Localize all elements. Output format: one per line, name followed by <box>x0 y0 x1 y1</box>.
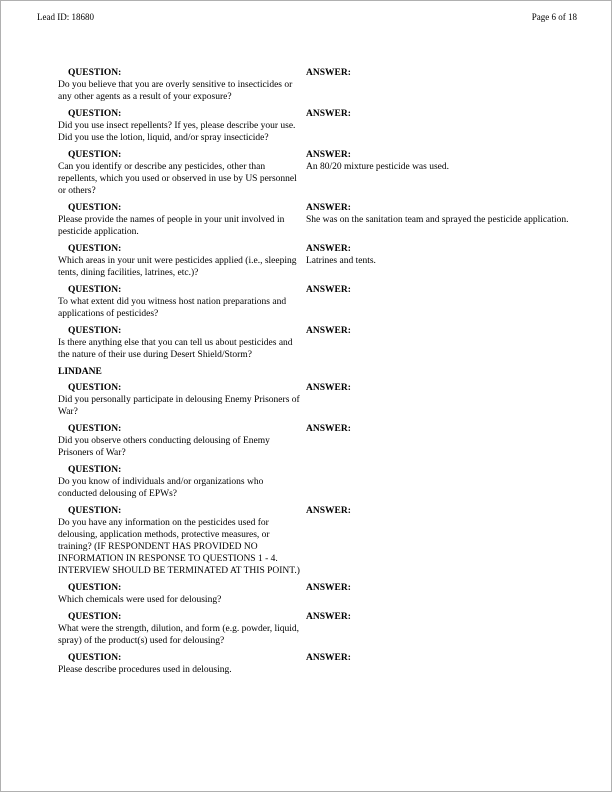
question-label: QUESTION: <box>68 326 122 336</box>
answer-label: ANSWER: <box>306 68 351 78</box>
qa-row <box>58 652 573 676</box>
answer-label: ANSWER: <box>306 506 351 516</box>
question-text: What were the strength, dilution, and form (e.g. powder, liquid, spray) of the product(s) used for delousing? <box>58 624 300 646</box>
question-text: Did you personally participate in delousing Enemy Prisoners of War? <box>58 395 300 417</box>
question-column <box>58 284 306 320</box>
answer-label: ANSWER: <box>306 383 351 393</box>
qa-row <box>58 464 573 500</box>
question-text: To what extent did you witness host nation preparations and applications of pesticides? <box>58 297 287 319</box>
answer-column <box>306 149 573 197</box>
answer-label: ANSWER: <box>306 203 351 213</box>
qa-row <box>58 149 573 197</box>
answer-column <box>306 243 573 279</box>
question-column <box>58 108 306 144</box>
page-header <box>37 12 577 23</box>
answer-column <box>306 652 573 676</box>
answer-label: ANSWER: <box>306 285 351 295</box>
section-heading: LINDANE <box>58 367 102 377</box>
question-text: Which chemicals were used for delousing? <box>58 595 222 605</box>
answer-column <box>306 505 573 577</box>
question-text: Do you know of individuals and/or organizations who conducted delousing of EPWs? <box>58 477 264 499</box>
question-text: Do you believe that you are overly sensitive to insecticides or any other agents as a result of your exposure? <box>58 80 293 102</box>
question-column <box>58 505 306 577</box>
question-text: Did you use insect repellents? If yes, please describe your use. Did you use the lotion, liquid, and/or spray insecticide? <box>58 121 296 143</box>
question-column <box>58 464 306 500</box>
qa-row <box>58 611 573 647</box>
question-label: QUESTION: <box>68 150 122 160</box>
question-label: QUESTION: <box>68 583 122 593</box>
answer-column <box>306 284 573 320</box>
question-label: QUESTION: <box>68 506 122 516</box>
question-text: Did you observe others conducting delousing of Enemy Prisoners of War? <box>58 436 270 458</box>
qa-row <box>58 423 573 459</box>
answer-column <box>306 325 573 361</box>
question-column <box>58 611 306 647</box>
answer-text: Latrines and tents. <box>306 256 376 266</box>
answer-column <box>306 611 573 647</box>
question-text: Which areas in your unit were pesticides applied (i.e., sleeping tents, dining facilities, latrines, etc.)? <box>58 256 297 278</box>
question-text: Please provide the names of people in your unit involved in pesticide application. <box>58 215 285 237</box>
question-text: Please describe procedures used in delousing. <box>58 665 232 675</box>
answer-column <box>306 67 573 103</box>
qa-row <box>58 67 573 103</box>
answer-label: ANSWER: <box>306 150 351 160</box>
answer-column <box>306 382 573 418</box>
answer-text: An 80/20 mixture pesticide was used. <box>306 162 450 172</box>
question-text: Do you have any information on the pesticides used for delousing, application methods, protective measures, or training? (IF RESPONDENT HAS PROVIDED NO INFORMATION IN RESPONSE TO QUESTIONS 1 - 4. INTERVIEW SHOULD BE TERMINATED AT THIS POINT.) <box>58 518 300 576</box>
answer-text: She was on the sanitation team and sprayed the pesticide application. <box>306 215 569 225</box>
qa-row <box>58 382 573 418</box>
qa-list <box>58 67 573 681</box>
answer-label: ANSWER: <box>306 612 351 622</box>
question-label: QUESTION: <box>68 285 122 295</box>
question-column <box>58 149 306 197</box>
question-column <box>58 243 306 279</box>
question-column <box>58 382 306 418</box>
question-column <box>58 325 306 361</box>
question-label: QUESTION: <box>68 68 122 78</box>
question-label: QUESTION: <box>68 612 122 622</box>
question-column <box>58 652 306 676</box>
question-label: QUESTION: <box>68 465 122 475</box>
question-text: Can you identify or describe any pesticides, other than repellents, which you used or observed in use by US personnel or others? <box>58 162 297 196</box>
qa-row <box>58 582 573 606</box>
qa-row <box>58 108 573 144</box>
question-label: QUESTION: <box>68 653 122 663</box>
answer-column <box>306 108 573 144</box>
answer-column <box>306 464 573 500</box>
answer-label: ANSWER: <box>306 109 351 119</box>
question-column <box>58 582 306 606</box>
answer-column <box>306 582 573 606</box>
answer-label: ANSWER: <box>306 424 351 434</box>
question-text: Is there anything else that you can tell us about pesticides and the nature of their use during Desert Shield/Storm? <box>58 338 293 360</box>
qa-row <box>58 284 573 320</box>
question-label: QUESTION: <box>68 203 122 213</box>
page-number: Page 6 of 18 <box>531 12 577 22</box>
answer-label <box>306 464 573 476</box>
question-label: QUESTION: <box>68 383 122 393</box>
question-label: QUESTION: <box>68 424 122 434</box>
question-column <box>58 202 306 238</box>
question-column <box>58 67 306 103</box>
question-label: QUESTION: <box>68 109 122 119</box>
answer-label: ANSWER: <box>306 326 351 336</box>
answer-label: ANSWER: <box>306 244 351 254</box>
qa-row <box>58 505 573 577</box>
answer-column <box>306 423 573 459</box>
answer-column <box>306 202 573 238</box>
qa-row <box>58 243 573 279</box>
answer-label: ANSWER: <box>306 653 351 663</box>
lead-id: Lead ID: 18680 <box>37 12 94 22</box>
question-column <box>58 423 306 459</box>
qa-row <box>58 202 573 238</box>
answer-label: ANSWER: <box>306 583 351 593</box>
qa-row <box>58 325 573 361</box>
question-label: QUESTION: <box>68 244 122 254</box>
